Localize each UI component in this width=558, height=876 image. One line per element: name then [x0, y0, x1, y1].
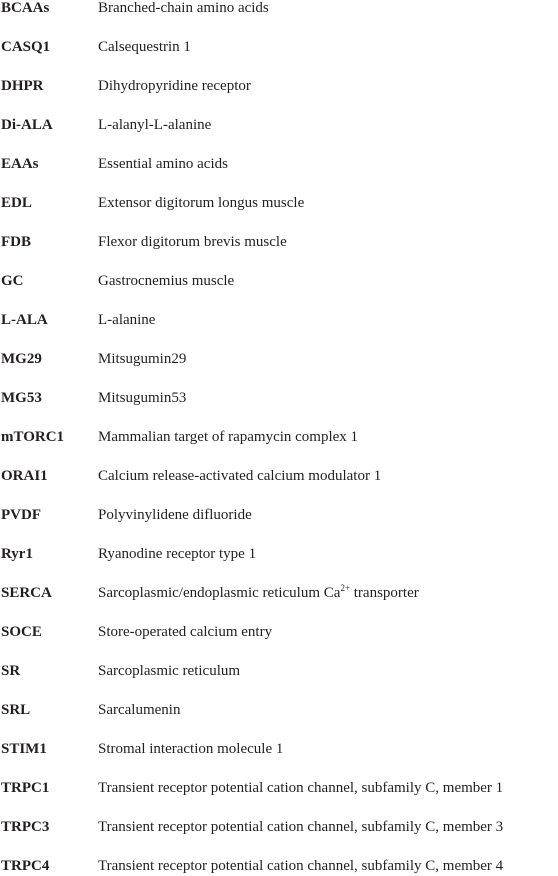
abbreviation-term: EAAs [1, 156, 39, 172]
abbreviation-row [0, 154, 558, 174]
abbreviation-term: FDB [1, 234, 31, 250]
abbreviation-definition: Calsequestrin 1 [98, 39, 191, 55]
abbreviation-row [0, 700, 558, 720]
abbreviation-term: EDL [1, 195, 32, 211]
abbreviation-term: Ryr1 [1, 546, 33, 562]
abbreviation-row [0, 349, 558, 369]
abbreviation-term: ORAI1 [1, 468, 48, 484]
abbreviation-row [0, 76, 558, 96]
abbreviation-definition: Ryanodine receptor type 1 [98, 546, 257, 562]
superscript-charge: 2+ [340, 583, 351, 593]
abbreviation-term: SRL [1, 702, 31, 718]
abbreviation-term: BCAAs [1, 0, 50, 16]
abbreviation-term: GC [1, 273, 24, 289]
abbreviation-row [0, 0, 558, 18]
abbreviation-definition: Dihydropyridine receptor [98, 78, 251, 94]
abbreviation-definition: Mitsugumin29 [98, 351, 187, 367]
abbreviation-definition: Transient receptor potential cation channel, subfamily C, member 4 [98, 858, 504, 874]
abbreviation-row [0, 817, 558, 837]
abbreviation-term: TRPC4 [1, 858, 50, 874]
abbreviation-row [0, 583, 558, 603]
abbreviation-term: PVDF [1, 507, 41, 523]
abbreviation-definition: Calcium release-activated calcium modulator 1 [98, 468, 382, 484]
abbreviation-definition: L-alanine [98, 312, 156, 328]
abbreviation-definition: Transient receptor potential cation channel, subfamily C, member 3 [98, 819, 504, 835]
abbreviation-row [0, 466, 558, 486]
abbreviation-definition: L-alanyl-L-alanine [98, 117, 212, 133]
definition-text-after: transporter [350, 585, 419, 601]
abbreviation-row [0, 193, 558, 213]
abbreviation-row [0, 856, 558, 876]
abbreviation-term: TRPC3 [1, 819, 50, 835]
abbreviation-row [0, 115, 558, 135]
abbreviation-row [0, 232, 558, 252]
abbreviation-definition: Extensor digitorum longus muscle [98, 195, 305, 211]
abbreviation-definition: Stromal interaction molecule 1 [98, 741, 284, 757]
abbreviation-term: STIM1 [1, 741, 47, 757]
abbreviation-definition: Store-operated calcium entry [98, 624, 273, 640]
abbreviation-row [0, 427, 558, 447]
abbreviation-term: CASQ1 [1, 39, 51, 55]
abbreviation-definition: Mammalian target of rapamycin complex 1 [98, 429, 359, 445]
abbreviation-row [0, 661, 558, 681]
abbreviation-definition: Gastrocnemius muscle [98, 273, 235, 289]
abbreviation-definition: Transient receptor potential cation channel, subfamily C, member 1 [98, 780, 504, 796]
abbreviation-definition: Polyvinylidene difluoride [98, 507, 252, 523]
abbreviation-term: Di-ALA [1, 117, 53, 133]
abbreviation-definition: Essential amino acids [98, 156, 228, 172]
abbreviation-term: MG29 [1, 351, 42, 367]
abbreviation-definition: Flexor digitorum brevis muscle [98, 234, 287, 250]
abbreviation-row [0, 778, 558, 798]
abbreviation-row [0, 622, 558, 642]
abbreviation-row [0, 388, 558, 408]
abbreviation-row [0, 739, 558, 759]
abbreviation-row [0, 37, 558, 57]
abbreviation-term: L-ALA [1, 312, 48, 328]
abbreviation-definition [98, 583, 419, 603]
abbreviation-row [0, 544, 558, 564]
abbreviation-definition: Mitsugumin53 [98, 390, 187, 406]
abbreviation-definition: Sarcalumenin [98, 702, 181, 718]
abbreviation-term: DHPR [1, 78, 44, 94]
abbreviation-term: mTORC1 [1, 429, 65, 445]
abbreviation-row [0, 505, 558, 525]
abbreviation-term: MG53 [1, 390, 42, 406]
abbreviation-term: SERCA [1, 585, 52, 601]
abbreviation-row [0, 310, 558, 330]
abbreviation-definition: Branched-chain amino acids [98, 0, 269, 16]
abbreviation-term: SR [1, 663, 21, 679]
abbreviation-term: TRPC1 [1, 780, 50, 796]
definition-text-before: Sarcoplasmic/endoplasmic reticulum Ca [98, 585, 341, 601]
abbreviation-row [0, 271, 558, 291]
abbreviation-term: SOCE [1, 624, 42, 640]
abbreviation-definition: Sarcoplasmic reticulum [98, 663, 241, 679]
